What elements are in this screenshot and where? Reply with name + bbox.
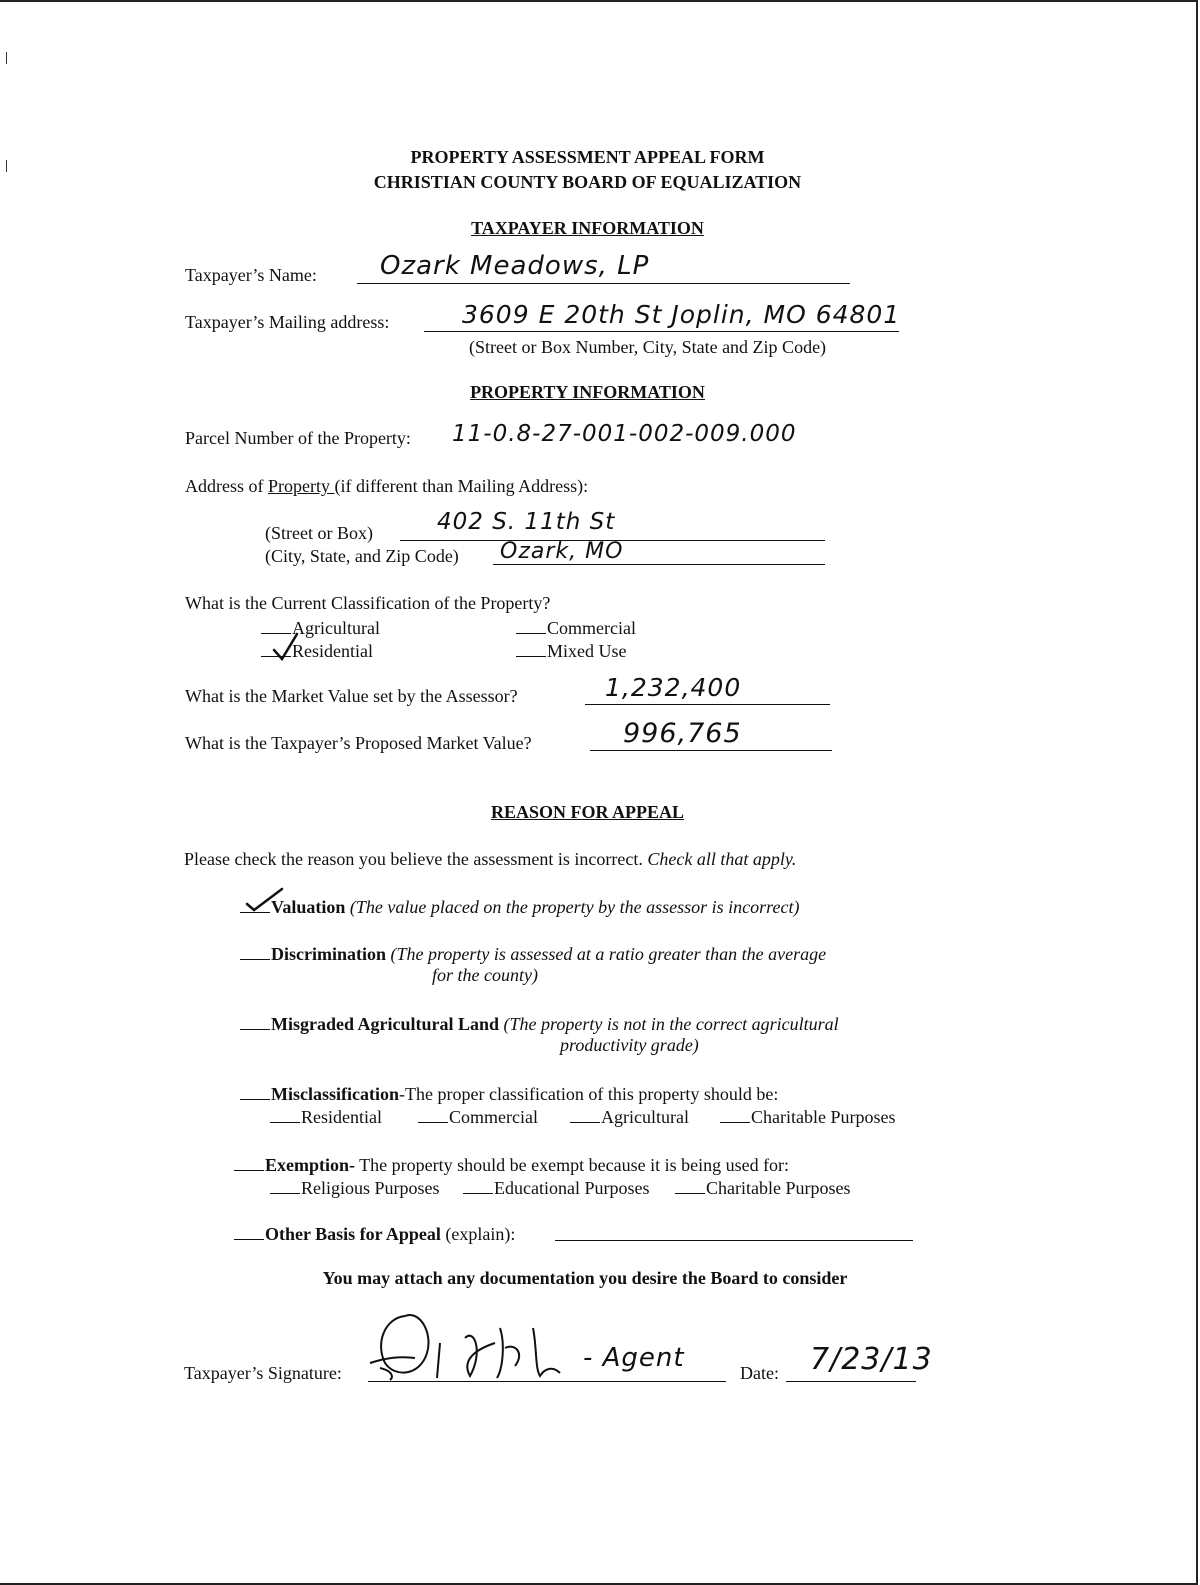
- taxpayer-name-value[interactable]: Ozark Meadows, LP: [380, 251, 650, 281]
- exemption-option-charitable[interactable]: Charitable Purposes: [675, 1177, 850, 1197]
- reason-misclassification[interactable]: Misclassification-The proper classification of this property should be:: [240, 1083, 778, 1103]
- exemption-option-blank[interactable]: [270, 1177, 300, 1194]
- residential-checkmark-icon: [272, 632, 300, 662]
- class-option-agricultural[interactable]: Agricultural: [261, 617, 380, 637]
- misclass-option-blank[interactable]: [720, 1106, 750, 1123]
- exemption-option-blank[interactable]: [463, 1177, 493, 1194]
- valuation-checkmark-icon: [244, 886, 286, 914]
- class-option-residential[interactable]: Residential: [261, 640, 373, 660]
- street-label: (Street or Box): [265, 523, 373, 543]
- proposed-value-label: What is the Taxpayer’s Proposed Market Value?: [185, 733, 532, 753]
- property-heading: PROPERTY INFORMATION: [470, 382, 705, 402]
- signature-label: Taxpayer’s Signature:: [184, 1363, 342, 1383]
- exemption-option-religious[interactable]: Religious Purposes: [270, 1177, 440, 1197]
- reason-instruction: Please check the reason you believe the assessment is incorrect. Check all that apply.: [184, 849, 797, 869]
- misclass-option-blank[interactable]: [418, 1106, 448, 1123]
- reason-heading: REASON FOR APPEAL: [490, 802, 685, 822]
- misclass-option-charitable[interactable]: Charitable Purposes: [720, 1106, 895, 1126]
- street-value[interactable]: 402 S. 11th St: [437, 509, 616, 535]
- discrimination-blank[interactable]: [240, 943, 270, 960]
- parcel-value[interactable]: 11-0.8-27-001-002-009.000: [452, 421, 797, 447]
- property-address-label-link: Property: [268, 476, 335, 496]
- reason-valuation[interactable]: Valuation (The value placed on the property by the assessor is incorrect): [240, 896, 799, 916]
- proposed-value-line: [590, 750, 832, 751]
- exemption-option-educational[interactable]: Educational Purposes: [463, 1177, 649, 1197]
- misclass-option-agricultural[interactable]: Agricultural: [570, 1106, 689, 1126]
- taxpayer-name-line: [357, 283, 850, 284]
- city-label: (City, State, and Zip Code): [265, 546, 459, 566]
- attach-note: You may attach any documentation you desire the Board to consider: [322, 1268, 848, 1288]
- date-label: Date:: [740, 1363, 779, 1383]
- signature-scribble: [365, 1298, 605, 1388]
- parcel-label: Parcel Number of the Property:: [185, 428, 411, 448]
- misgraded-blank[interactable]: [240, 1013, 270, 1030]
- misclass-option-residential[interactable]: Residential: [270, 1106, 382, 1126]
- exemption-option-blank[interactable]: [675, 1177, 705, 1194]
- class-blank[interactable]: [516, 617, 546, 634]
- misclass-option-blank[interactable]: [270, 1106, 300, 1123]
- scan-mark: [6, 52, 7, 64]
- city-value[interactable]: Ozark, MO: [500, 539, 624, 564]
- form-title: PROPERTY ASSESSMENT APPEAL FORM: [410, 147, 765, 167]
- date-line: [786, 1381, 916, 1382]
- taxpayer-name-label: Taxpayer’s Name:: [185, 265, 317, 285]
- reason-exemption[interactable]: Exemption- The property should be exempt because it is being used for:: [234, 1154, 789, 1174]
- misclass-option-commercial[interactable]: Commercial: [418, 1106, 538, 1126]
- property-address-label-post: (if different than Mailing Address):: [334, 476, 589, 496]
- taxpayer-address-value[interactable]: 3609 E 20th St Joplin, MO 64801: [462, 300, 901, 329]
- market-value-label: What is the Market Value set by the Assessor?: [185, 686, 518, 706]
- city-line: [493, 564, 825, 565]
- reason-misgraded[interactable]: Misgraded Agricultural Land (The property is not in the correct agricultural: [240, 1013, 839, 1033]
- other-blank[interactable]: [234, 1223, 264, 1240]
- taxpayer-heading: TAXPAYER INFORMATION: [471, 218, 704, 238]
- proposed-value[interactable]: 996,765: [623, 718, 742, 749]
- signature-suffix: - Agent: [583, 1343, 685, 1373]
- class-option-commercial[interactable]: Commercial: [516, 617, 636, 637]
- misclass-option-blank[interactable]: [570, 1106, 600, 1123]
- form-subtitle: CHRISTIAN COUNTY BOARD OF EQUALIZATION: [373, 172, 802, 192]
- classification-question: What is the Current Classification of the Property?: [185, 593, 551, 613]
- reason-other[interactable]: Other Basis for Appeal (explain):: [234, 1223, 515, 1243]
- discrimination-desc-2: for the county): [432, 965, 538, 985]
- market-value[interactable]: 1,232,400: [605, 673, 742, 702]
- taxpayer-address-hint: (Street or Box Number, City, State and Zip Code): [469, 337, 827, 357]
- market-value-line: [585, 704, 830, 705]
- class-option-mixed-use[interactable]: Mixed Use: [516, 640, 627, 660]
- misgraded-desc-2: productivity grade): [560, 1035, 699, 1055]
- date-value[interactable]: 7/23/13: [810, 1342, 933, 1377]
- other-explain-line[interactable]: [555, 1240, 913, 1241]
- property-address-label-pre: Address of: [185, 476, 268, 496]
- taxpayer-address-line: [424, 331, 899, 332]
- reason-discrimination[interactable]: Discrimination (The property is assessed at a ratio greater than the average: [240, 943, 826, 963]
- misclass-blank[interactable]: [240, 1083, 270, 1100]
- class-blank[interactable]: [516, 640, 546, 657]
- property-address-label: [185, 477, 588, 495]
- exemption-blank[interactable]: [234, 1154, 264, 1171]
- taxpayer-address-label: Taxpayer’s Mailing address:: [185, 312, 390, 332]
